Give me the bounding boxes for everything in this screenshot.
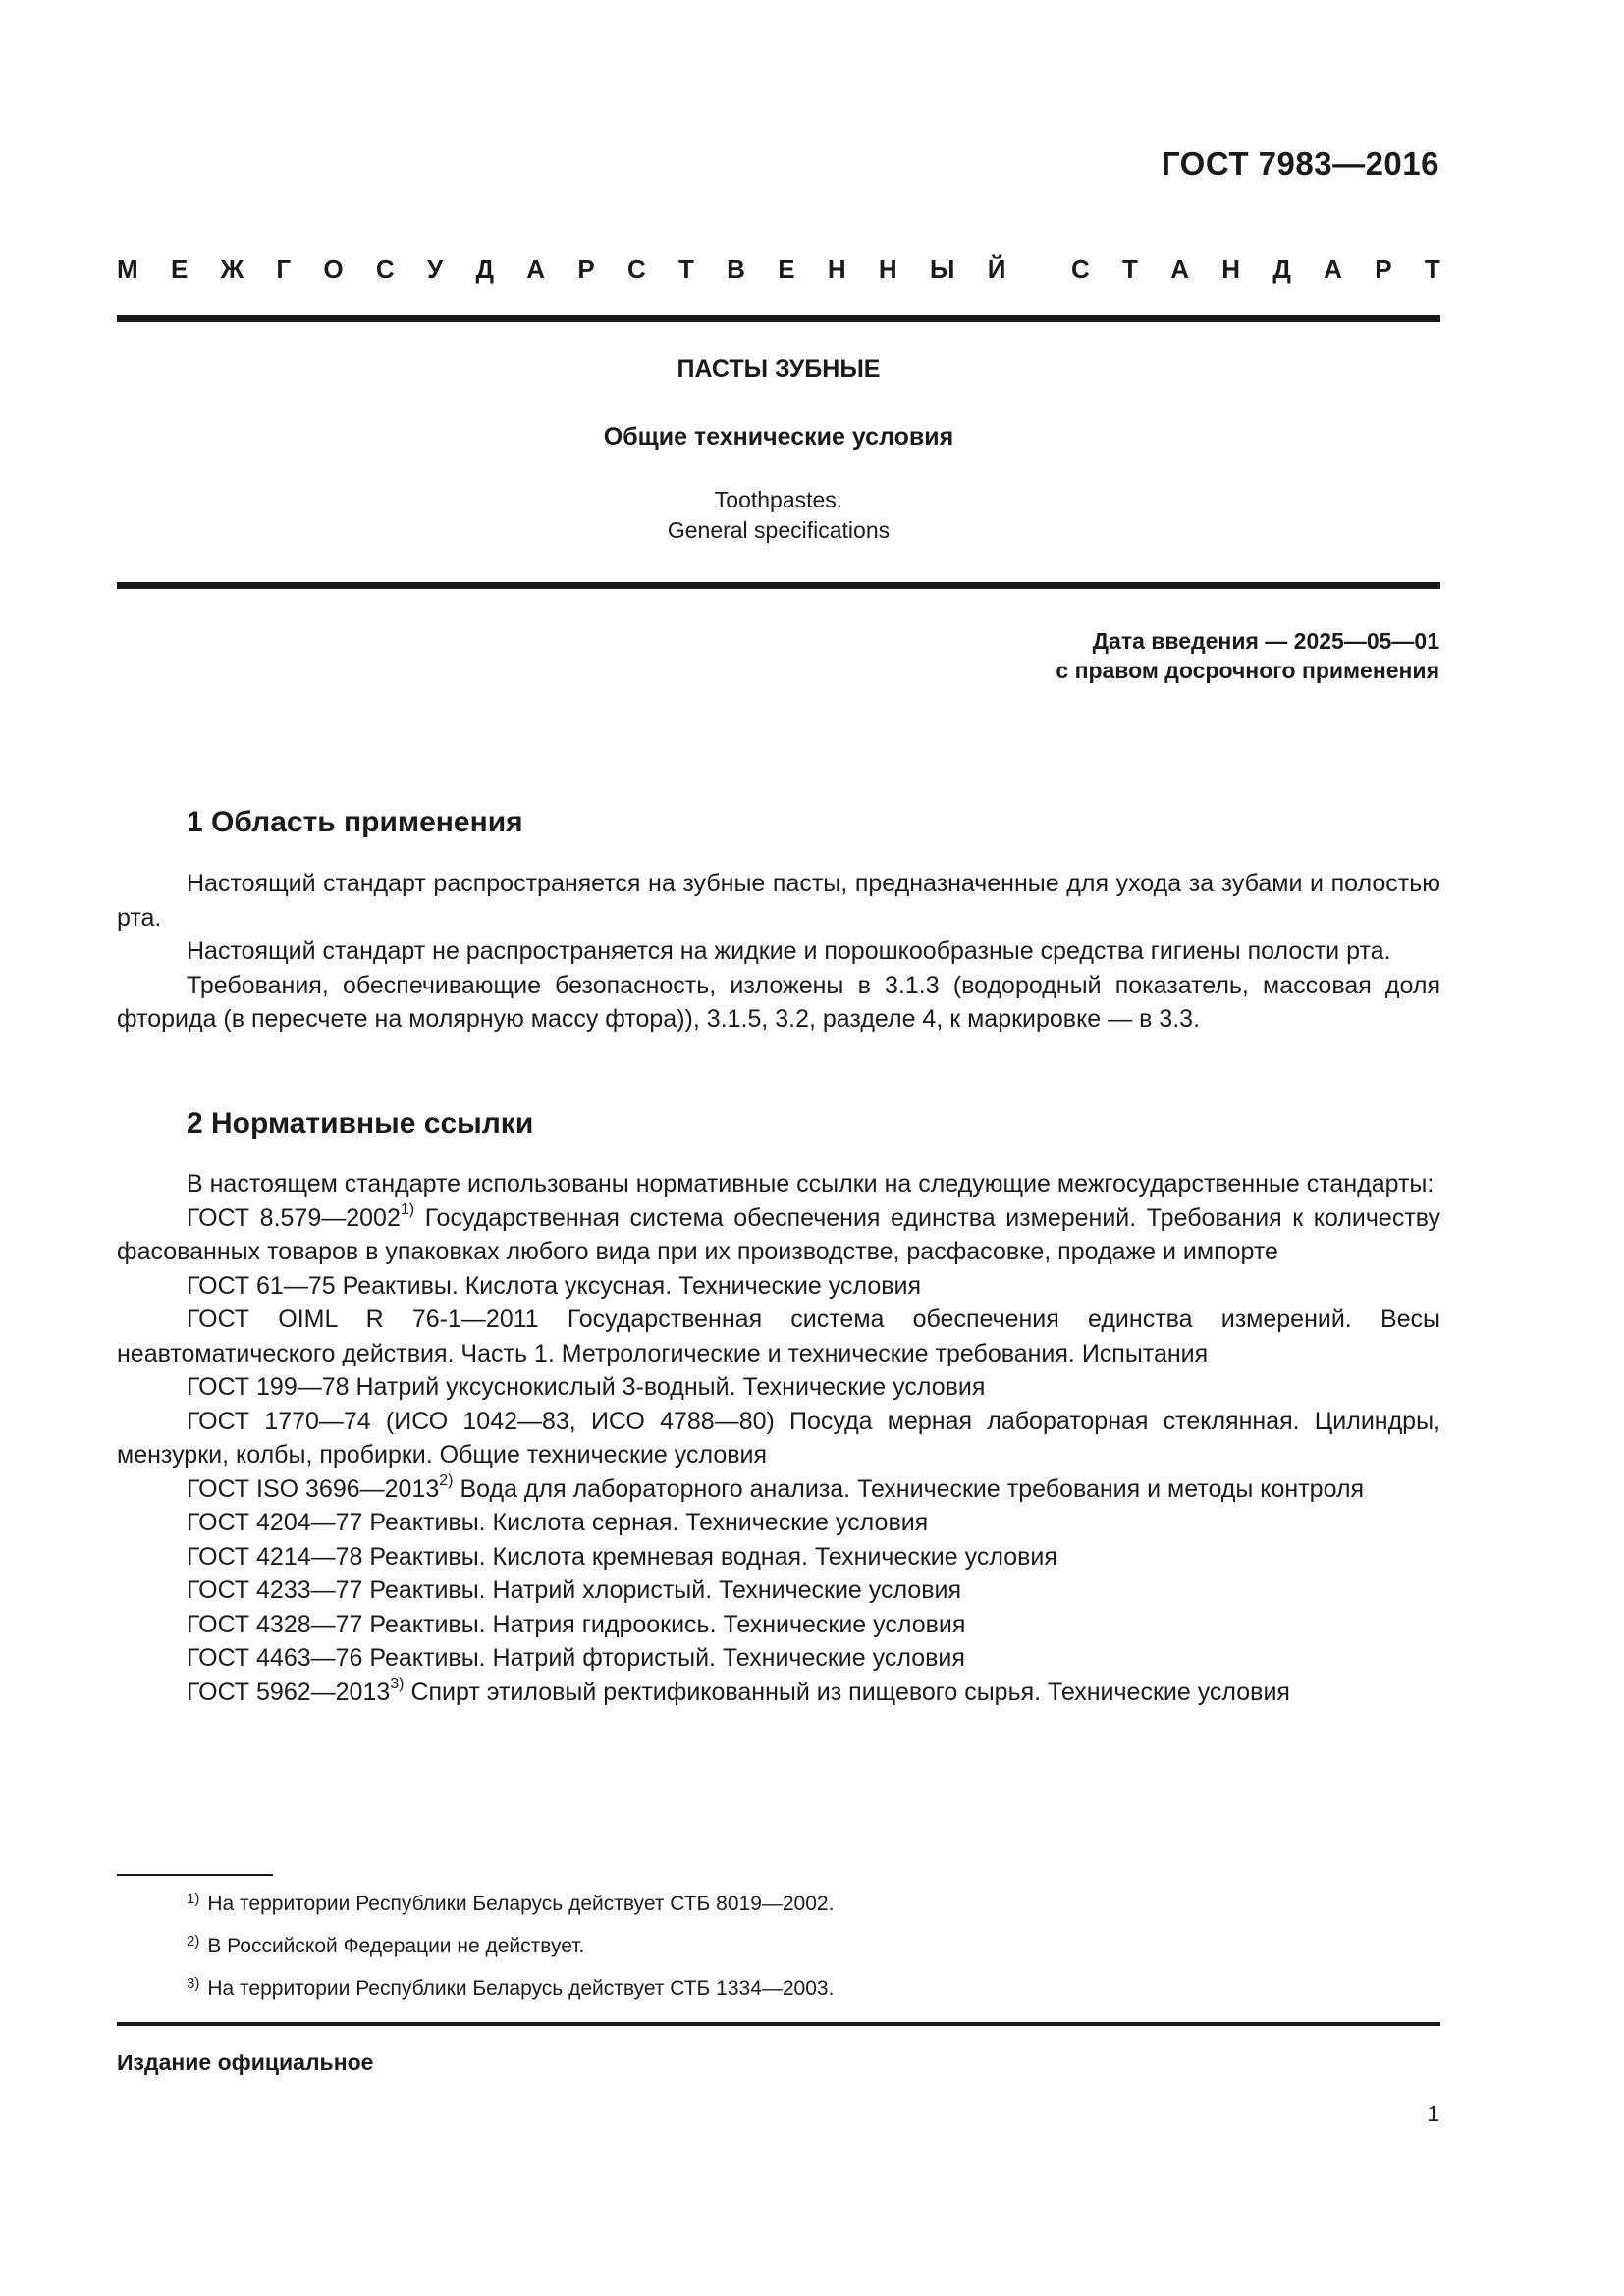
section-2-heading: 2 Нормативные ссылки (187, 1107, 534, 1140)
footer-rule (117, 2022, 1440, 2026)
standard-type-letter: Ж (220, 254, 244, 284)
standard-type-letter: А (1170, 254, 1189, 284)
section-1-body (117, 867, 1440, 1037)
standard-type-letter: Н (827, 254, 846, 284)
reference-code: ГОСТ 61—75 (187, 1271, 336, 1300)
standard-type-letter: Ы (929, 254, 955, 284)
footnotes (187, 1881, 834, 2007)
standard-type-letter: Д (475, 254, 494, 284)
reference-code: ГОСТ 1770—74 (187, 1407, 371, 1435)
reference-title: Реактивы. Кислота кремневая водная. Технические условия (362, 1542, 1057, 1571)
normative-reference (117, 1269, 1440, 1304)
normative-reference (117, 1370, 1440, 1405)
section-1-heading: 1 Область применения (187, 806, 523, 838)
standard-type-letter: Н (878, 254, 897, 284)
standard-type-letter: Т (1424, 254, 1440, 284)
title-en-line2: General specifications (667, 517, 891, 543)
normative-reference (117, 1574, 1440, 1608)
standard-type-letter: А (1324, 254, 1342, 284)
standard-type-heading (117, 254, 1440, 285)
footnote-mark: 3) (187, 1975, 200, 1992)
reference-title: Натрий уксуснокислый 3-водный. Технические условия (349, 1373, 986, 1401)
reference-code: ГОСТ 5962—2013 (187, 1678, 391, 1706)
title-ru: ПАСТЫ ЗУБНЫЕ (677, 355, 881, 383)
footnote-text: В Российской Федерации не действует. (207, 1935, 585, 1957)
introduction-date: Дата введения — 2025—05—01 (1092, 628, 1439, 654)
footnote-reference: 1) (400, 1201, 415, 1219)
reference-title: Реактивы. Кислота уксусная. Технические условия (335, 1271, 922, 1300)
footnote-reference: 3) (390, 1676, 405, 1693)
normative-reference (117, 1506, 1440, 1540)
title-bottom-rule (117, 582, 1440, 589)
reference-code: ГОСТ 4233—77 (187, 1576, 363, 1604)
reference-title: Государственная система обеспечения единства измерений. Весы неавтоматического действия. Часть 1. Метрологические и технические требования. Испытания (117, 1306, 1440, 1367)
document-code: ГОСТ 7983—2016 (1161, 145, 1439, 182)
normative-reference (117, 1405, 1440, 1472)
standard-type-letter: У (426, 254, 444, 284)
reference-code: ГОСТ 4463—76 (187, 1644, 363, 1672)
standard-type-letter: М (117, 254, 138, 284)
section-1-paragraph: Настоящий стандарт распространяется на зубные пасты, предназначенные для ухода за зубами и полостью рта. (117, 870, 1440, 932)
footnote-text: На территории Республики Беларусь действует СТБ 8019—2002. (207, 1893, 835, 1915)
reference-code: ГОСТ 199—78 (187, 1373, 350, 1401)
title-en-line1: Toothpastes. (714, 487, 843, 512)
title-en (117, 485, 1440, 546)
reference-title: (ИСО 1042—83, ИСО 4788—80) Посуда мерная лабораторная стеклянная. Цилиндры, мензурки, колбы, пробирки. Общие технические условия (117, 1407, 1441, 1468)
standard-type-letter: Е (778, 254, 795, 284)
reference-code: ГОСТ 4204—77 (187, 1509, 363, 1536)
early-application-note: с правом досрочного применения (1056, 658, 1439, 683)
standard-type-letter: Й (987, 254, 1006, 284)
standard-type-letter: Р (1375, 254, 1392, 284)
top-rule (117, 315, 1440, 322)
footnote (187, 1965, 834, 2007)
reference-title: Государственная система обеспечения единства измерений. Требования к количеству фасованных товаров в упаковках любого вида при их производстве, расфасовке, продаже и импорте (117, 1203, 1440, 1265)
footnote-mark: 2) (187, 1933, 200, 1949)
section-2-body (117, 1167, 1440, 1709)
footnote (187, 1923, 834, 1965)
reference-code: ГОСТ 4328—77 (187, 1610, 363, 1638)
standard-type-letter: С (1070, 254, 1090, 284)
normative-reference (117, 1608, 1440, 1642)
normative-references-list (117, 1201, 1440, 1710)
footnote-text: На территории Республики Беларусь действует СТБ 1334—2003. (207, 1977, 835, 2000)
normative-reference (117, 1201, 1440, 1269)
normative-reference (117, 1472, 1440, 1507)
standard-type-letter: Р (577, 254, 595, 284)
footnote (187, 1881, 834, 1923)
standard-type-letter: Н (1221, 254, 1241, 284)
introduction-date-block (1056, 626, 1439, 685)
reference-title: Реактивы. Кислота серная. Технические условия (362, 1509, 929, 1536)
section-1-paragraph: Настоящий стандарт не распространяется на жидкие и порошкообразные средства гигиены полости рта. (187, 937, 1391, 965)
normative-reference (117, 1303, 1440, 1370)
standard-type-letter: В (727, 254, 745, 284)
section-2-intro: В настоящем стандарте использованы нормативные ссылки на следующие межгосударственные стандарты: (187, 1170, 1435, 1198)
footnote-separator (117, 1874, 273, 1876)
reference-title: Спирт этиловый ректификованный из пищевого сырья. Технические условия (404, 1678, 1290, 1706)
footnote-reference: 2) (439, 1472, 454, 1490)
subtitle-ru: Общие технические условия (603, 423, 954, 451)
reference-code: ГОСТ ISO 3696—2013 (187, 1474, 440, 1503)
footnote-mark: 1) (187, 1891, 200, 1907)
standard-type-letter: А (526, 254, 546, 284)
standard-type-letter: Г (276, 254, 292, 284)
standard-type-letter: Е (170, 254, 189, 284)
normative-reference (117, 1641, 1440, 1676)
reference-code: ГОСТ 8.579—2002 (187, 1203, 401, 1232)
reference-title: Вода для лабораторного анализа. Технические требования и методы контроля (453, 1474, 1365, 1503)
reference-title: Реактивы. Натрий фтористый. Технические условия (362, 1644, 965, 1672)
edition-label: Издание официальное (117, 2050, 374, 2075)
standard-type-letter: Т (1122, 254, 1138, 284)
standard-type-letter: О (323, 254, 344, 284)
reference-code: ГОСТ 4214—78 (187, 1542, 363, 1571)
standard-type-letter: Т (678, 254, 694, 284)
standard-type-letter: С (626, 254, 646, 284)
normative-reference (117, 1540, 1440, 1575)
section-1-paragraph: Требования, обеспечивающие безопасность, изложены в 3.1.3 (водородный показатель, массовая доля фторида (в пересчете на молярную массу фтора)), 3.1.5, 3.2, разделе 4, к маркировке — в 3.3. (117, 971, 1440, 1033)
standard-type-letter: Д (1272, 254, 1291, 284)
normative-reference (117, 1676, 1440, 1710)
reference-title: Реактивы. Натрия гидроокись. Технические условия (362, 1610, 966, 1638)
standard-type-letter: С (375, 254, 395, 284)
reference-code: ГОСТ OIML R 76-1—2011 (187, 1306, 539, 1333)
page-number: 1 (1427, 2101, 1439, 2126)
reference-title: Реактивы. Натрий хлористый. Технические условия (362, 1576, 962, 1604)
